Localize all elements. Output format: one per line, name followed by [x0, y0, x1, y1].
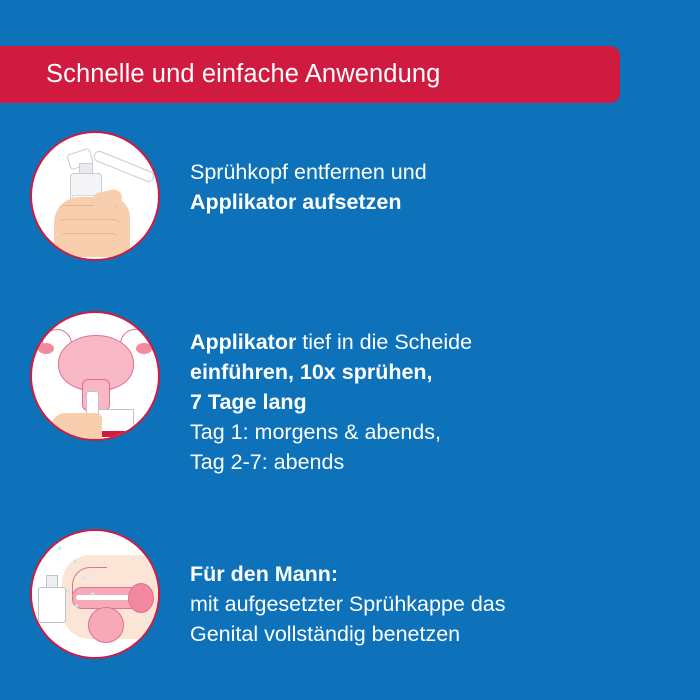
header-banner — [0, 46, 620, 103]
bottle-remove-spray-head-icon — [30, 131, 160, 261]
step-2-line-1-rest: tief in die Scheide — [296, 330, 473, 354]
step-2-line-1-bold: Applikator — [190, 330, 297, 354]
step-2-line-4: Tag 1: morgens & abends, — [190, 420, 441, 444]
step-2 — [0, 311, 700, 477]
step-1-text — [190, 131, 427, 217]
step-1-line-1: Sprühkopf entfernen und — [190, 160, 427, 184]
step-3-icon-wrap — [0, 529, 190, 659]
page-title: Schnelle und einfache Anwendung — [46, 60, 441, 88]
step-1 — [0, 131, 700, 261]
step-1-icon-wrap — [0, 131, 190, 261]
uterus-applicator-icon — [30, 311, 160, 441]
steps-list — [0, 131, 700, 659]
bottle-icon — [38, 587, 66, 623]
step-3-line-3: Genital vollständig benetzen — [190, 622, 461, 646]
step-2-line-3: 7 Tage lang — [190, 390, 307, 414]
scrotum-icon — [88, 607, 124, 643]
step-3-line-2: mit aufgesetzter Sprühkappe das — [190, 592, 506, 616]
step-2-line-2: einführen, 10x sprühen, — [190, 360, 433, 384]
step-2-line-5: Tag 2-7: abends — [190, 450, 345, 474]
step-3-text — [190, 529, 506, 649]
finger-icon — [58, 205, 118, 217]
ovary-icon — [38, 343, 54, 354]
step-2-text — [190, 311, 472, 477]
ovary-icon — [136, 343, 152, 354]
hand-icon — [50, 413, 102, 441]
step-1-line-2: Applikator aufsetzen — [190, 190, 402, 214]
step-3 — [0, 529, 700, 659]
male-genital-spray-icon — [30, 529, 160, 659]
glans-icon — [128, 583, 154, 613]
bottle-label-icon — [100, 431, 130, 437]
finger-icon — [58, 219, 120, 231]
finger-icon — [60, 233, 118, 245]
step-3-line-1: Für den Mann: — [190, 562, 339, 586]
step-2-icon-wrap — [0, 311, 190, 441]
